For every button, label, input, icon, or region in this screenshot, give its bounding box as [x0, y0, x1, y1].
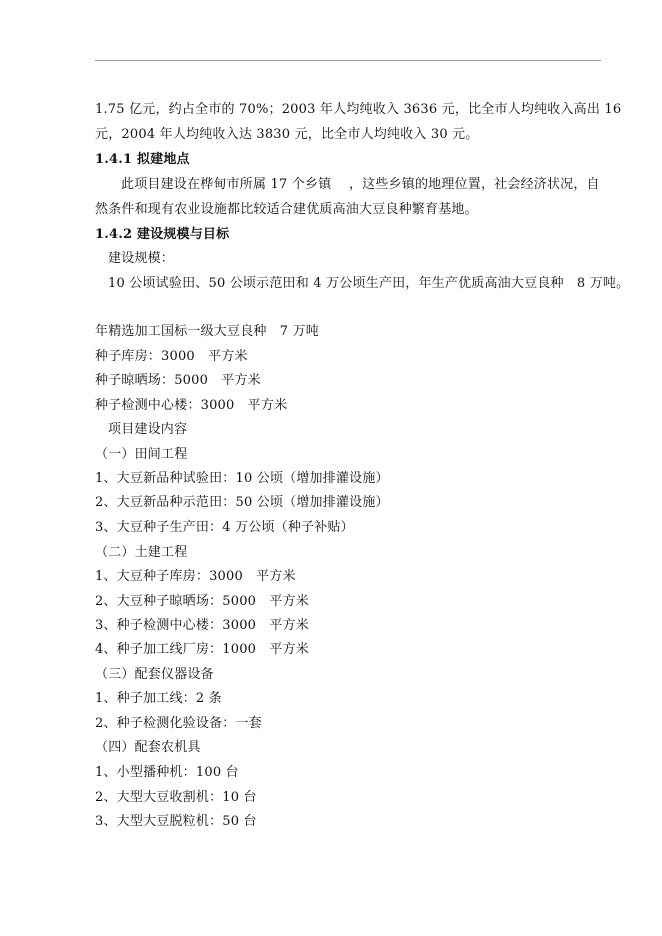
scale-label: 建设规模：: [108, 251, 175, 266]
list-item: 1、大豆新品种试验田：10 公顷（增加排灌设施）: [95, 471, 389, 486]
list-item: 2、大豆种子晾晒场：5000 平方米: [95, 594, 309, 609]
list-item: 4、种子加工线厂房：1000 平方米: [95, 642, 309, 657]
target-item: 年精选加工国标一级大豆良种 7 万吨: [95, 324, 320, 339]
list-item: 1、小型播种机：100 台: [95, 765, 239, 780]
list-item: 1、种子加工线：2 条: [95, 691, 222, 706]
list-item: 2、大型大豆收割机：10 台: [95, 790, 257, 805]
target-item: 种子库房：3000 平方米: [95, 349, 248, 364]
heading-142: 1.4.2 建设规模与目标: [95, 227, 230, 242]
list-item: 1、大豆种子库房：3000 平方米: [95, 569, 296, 584]
header-rule: [95, 60, 601, 61]
group-title-1: （一）田间工程: [95, 447, 188, 462]
heading-141: 1.4.1 拟建地点: [95, 152, 190, 167]
site-line-1: 此项目建设在桦甸市所属 17 个乡镇 ，这些乡镇的地理位置，社会经济状况，自: [121, 177, 600, 192]
site-line-2: 然条件和现有农业设施都比较适合建优质高油大豆良种繁育基地。: [95, 202, 478, 217]
group-title-3: （三）配套仪器设备: [95, 667, 214, 682]
group-title-4: （四）配套农机具: [95, 740, 201, 755]
target-item: 种子晾晒场：5000 平方米: [95, 373, 261, 388]
list-item: 3、大型大豆脱粒机：50 台: [95, 814, 257, 829]
target-item: 种子检测中心楼：3000 平方米: [95, 398, 288, 413]
list-item: 2、大豆新品种示范田：50 公顷（增加排灌设施）: [95, 495, 389, 510]
scale-text: 10 公顷试验田、50 公顷示范田和 4 万公顷生产田，年生产优质高油大豆良种 8 万吨。: [108, 276, 630, 291]
list-item: 2、种子检测化验设备：一套: [95, 716, 262, 731]
list-item: 3、种子检测中心楼：3000 平方米: [95, 618, 309, 633]
intro-line-1: 1.75 亿元，约占全市的 70%；2003 年人均纯收入 3636 元，比全市人均纯收入高出 16: [95, 102, 622, 117]
intro-line-2: 元，2004 年人均纯收入达 3830 元，比全市人均纯收入 30 元。: [95, 127, 479, 142]
group-title-2: （二）土建工程: [95, 545, 188, 560]
content-label: 项目建设内容: [108, 422, 188, 437]
list-item: 3、大豆种子生产田：4 万公顷（种子补贴）: [95, 520, 354, 535]
